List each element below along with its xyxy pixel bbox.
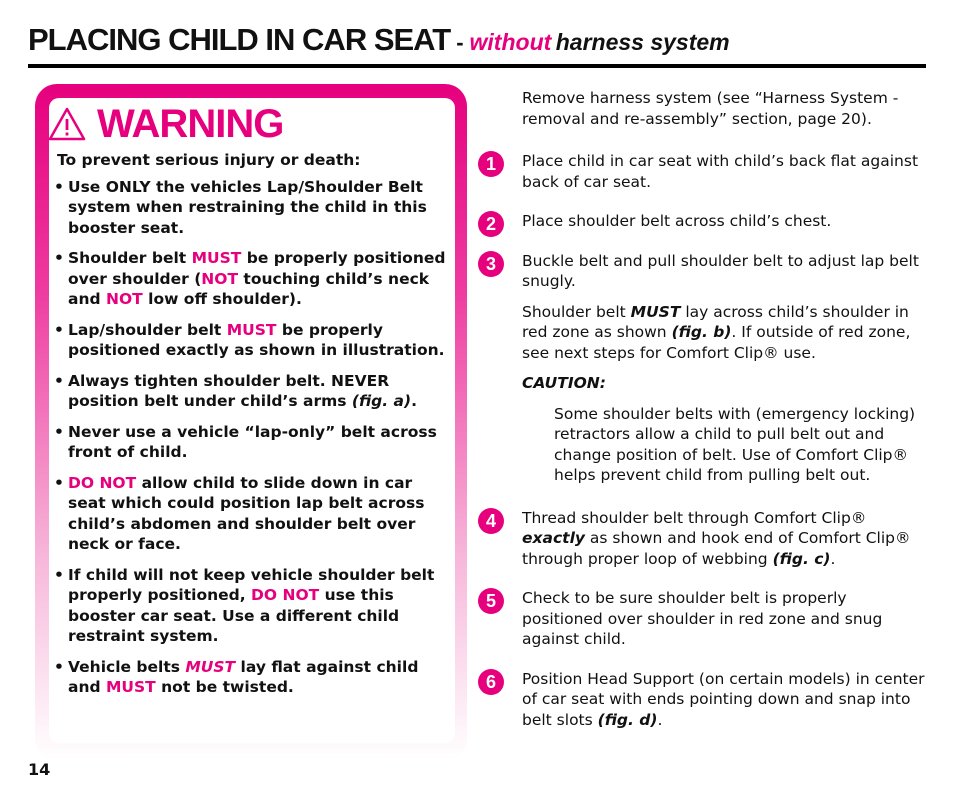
bullet-text: Always tighten shoulder belt. NEVER position belt under child’s arms [68, 371, 390, 410]
emphasis-must: MUST [191, 249, 242, 267]
bullet-dot: • [54, 565, 64, 584]
step-number-badge: 3 [478, 251, 504, 277]
note-text: Shoulder belt [522, 302, 631, 321]
bullet-text: If child will not keep vehicle shoulder belt properly positioned, [68, 565, 435, 604]
title-main: PLACING CHILD IN CAR SEAT [28, 22, 451, 57]
warning-bullet [54, 371, 450, 412]
caution-label: CAUTION: [522, 374, 606, 392]
emphasis-must: MUST [630, 302, 681, 321]
warning-header [47, 102, 283, 146]
emphasis-must: MUST [185, 657, 236, 676]
step-text: Check to be sure shoulder belt is properly positioned over shoulder in red zone and snug against child. [522, 589, 883, 648]
bullet-dot: • [54, 177, 64, 196]
warning-triangle-icon [47, 106, 87, 142]
title-rule [28, 64, 926, 68]
step-5 [478, 588, 930, 650]
page-number: 14 [28, 760, 51, 779]
bullet-text: be properly positioned exactly as shown in illustration. [68, 320, 445, 359]
bullet-text: low off shoulder). [142, 290, 302, 308]
bullet-text: Shoulder belt [68, 249, 192, 267]
bullet-text: touching child’s neck and [68, 269, 430, 308]
bullet-dot: • [54, 320, 64, 339]
step-text: . [657, 710, 663, 729]
bullet-dot: • [54, 249, 64, 267]
title-rest: harness system [555, 29, 730, 55]
instructions-column [478, 88, 930, 730]
title-dash: - [456, 30, 464, 55]
bullet-text: Use ONLY the vehicles Lap/Shoulder Belt system when restraining the child in this booster seat. [68, 177, 427, 237]
bullet-dot: • [54, 422, 64, 441]
warning-bullet [54, 422, 450, 463]
step-6 [478, 669, 930, 731]
step-text: . [830, 549, 836, 568]
step-text: as shown and hook end of Comfort Clip® through proper loop of webbing [522, 529, 911, 568]
warning-content [54, 150, 450, 708]
step-number-badge: 5 [478, 588, 504, 614]
note-text: . If outside of red zone, see next steps for Comfort Clip® use. [522, 323, 911, 362]
step-3 [478, 251, 930, 292]
warning-title: WARNING [97, 102, 284, 146]
emphasis-not: NOT [201, 269, 239, 288]
emphasis-do-not: DO NOT [68, 473, 137, 492]
bullet-dot: • [54, 657, 64, 676]
warning-bullet [54, 657, 450, 698]
bullet-dot: • [54, 473, 64, 492]
bullet-text: Never use a vehicle “lap-only” belt across front of child. [68, 422, 437, 461]
bullet-text: not be twisted. [155, 678, 294, 696]
figure-reference: (fig. b) [671, 323, 732, 341]
figure-reference: (fig. c) [772, 549, 831, 568]
page-title [28, 22, 730, 58]
step-number-badge: 6 [478, 669, 504, 695]
step-text: Place child in car seat with child’s back flat against back of car seat. [522, 152, 919, 191]
bullet-text: use this booster car seat. Use a different child restraint system. [68, 586, 400, 645]
warning-bullet [54, 320, 450, 361]
emphasis-must: MUST [226, 320, 277, 339]
emphasis-must: MUST [106, 678, 156, 696]
step-1 [478, 151, 930, 192]
step-number-badge: 2 [478, 211, 504, 237]
bullet-text: allow child to slide down in car seat which could position lap belt across child’s abdomen and shoulder belt over neck or face. [68, 473, 425, 553]
warning-bullet [54, 473, 450, 555]
shoulder-belt-note [478, 302, 930, 364]
warning-intro: To prevent serious injury or death: [57, 151, 361, 169]
note-text: lay across child’s shoulder in red zone as shown [522, 302, 909, 341]
step-4 [478, 508, 930, 570]
title-without: without [469, 29, 552, 55]
warning-bullet [54, 565, 450, 647]
figure-reference: (fig. a) [351, 392, 412, 410]
bullet-text: . [411, 392, 417, 410]
step-number-badge: 4 [478, 508, 504, 534]
step-text: Position Head Support (on certain models) in center of car seat with ends pointing down and snap into belt slots [522, 669, 925, 729]
step-text: Place shoulder belt across child’s chest. [522, 212, 832, 230]
figure-reference: (fig. d) [597, 710, 658, 729]
step-2 [478, 211, 930, 232]
emphasis-do-not: DO NOT [251, 586, 320, 604]
instructions-intro: Remove harness system (see “Harness System - removal and re-assembly” section, page 20). [522, 89, 899, 128]
warning-bullet [54, 177, 450, 239]
warning-bullet [54, 248, 450, 310]
step-text: Thread shoulder belt through Comfort Clip® [522, 508, 867, 527]
bullet-text: Vehicle belts [68, 657, 186, 676]
emphasis-exactly: exactly [522, 529, 585, 547]
step-text: Buckle belt and pull shoulder belt to adjust lap belt snugly. [522, 251, 919, 290]
bullet-dot: • [54, 371, 64, 390]
caution-text: Some shoulder belts with (emergency locking) retractors allow a child to pull belt out and change position of belt. Use of Comfort Clip® helps prevent child from pulling belt out. [554, 404, 916, 484]
emphasis-not: NOT [106, 290, 143, 308]
bullet-text: Lap/shoulder belt [68, 320, 227, 339]
bullet-text: be properly positioned over shoulder ( [68, 249, 446, 288]
step-number-badge: 1 [478, 151, 504, 177]
bullet-text: lay flat against child and [68, 657, 419, 696]
